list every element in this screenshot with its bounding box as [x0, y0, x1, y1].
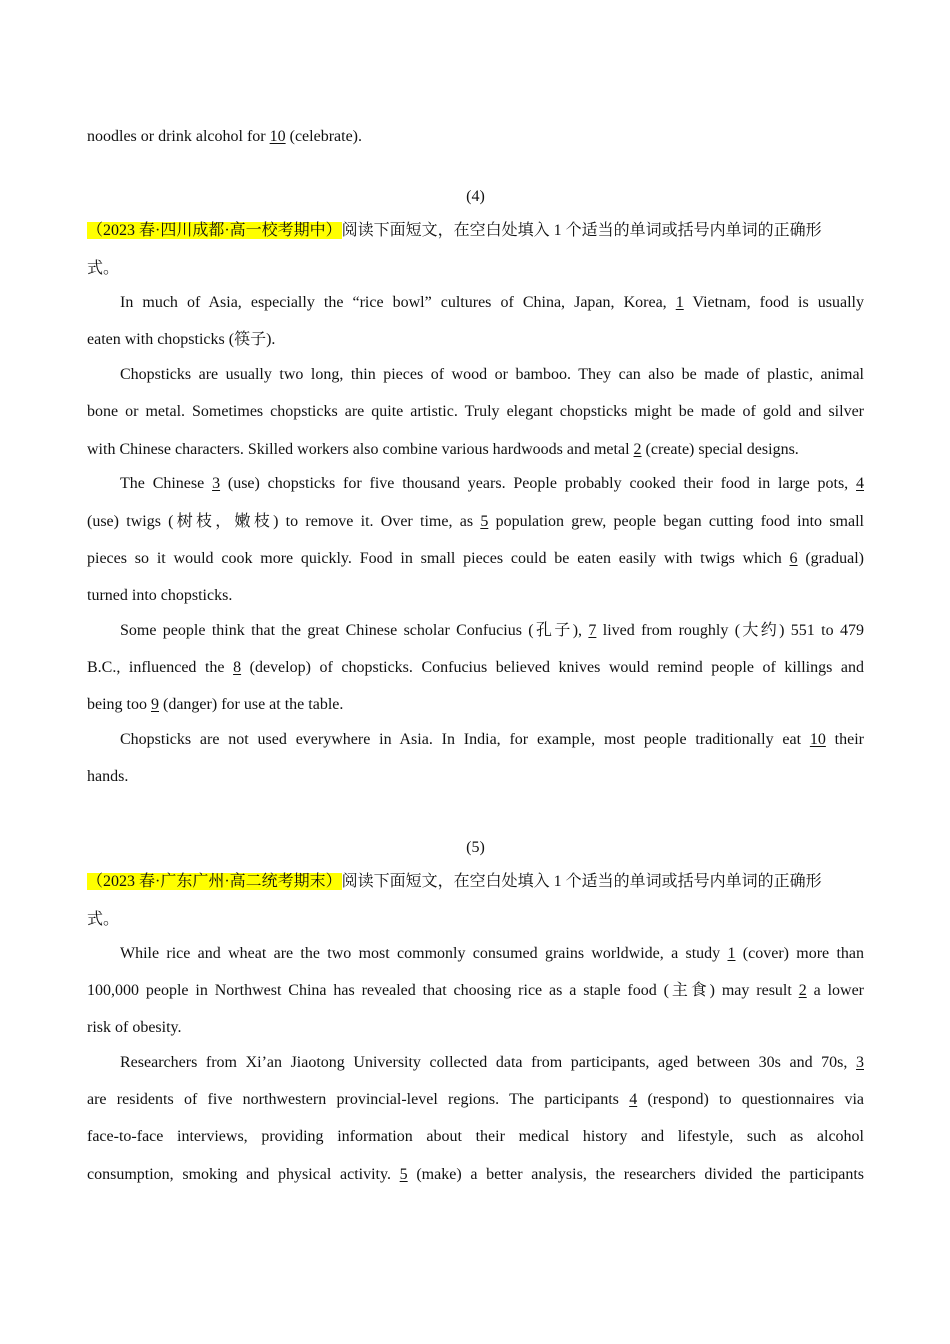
- text: B.C., influenced the: [87, 659, 234, 676]
- s5-p2-line3: face-to-face interviews, providing information about their medical history and lifestyle, such as alcohol: [87, 1128, 864, 1145]
- blank-1: 1: [675, 294, 684, 311]
- text: consumption, smoking and physical activity.: [87, 1166, 400, 1183]
- blank-8: 8: [233, 659, 242, 676]
- section-4-number: (4): [466, 188, 485, 205]
- s4-p3-line3: [87, 549, 864, 569]
- blank-4: 4: [856, 475, 865, 492]
- s4-p4-line1: [120, 621, 864, 641]
- source-tag-highlight: （2023 春·广东广州·高二统考期末）: [87, 873, 342, 890]
- section-4-instruction-cont: 式。: [87, 260, 120, 277]
- text: are residents of five northwestern provincial-level regions. The participants: [87, 1091, 630, 1108]
- text: (use) chopsticks for five thousand years. People probably cooked their food in large pots,: [220, 475, 857, 492]
- blank-7: 7: [588, 622, 597, 639]
- s5-p2-line4: [87, 1165, 864, 1185]
- s4-p4-line2: [87, 658, 864, 678]
- blank-3: 3: [212, 475, 221, 492]
- text: (respond) to questionnaires via: [637, 1091, 864, 1108]
- section-5-instruction: [87, 872, 864, 892]
- s5-p1-line3: risk of obesity.: [87, 1019, 182, 1036]
- blank-1: 1: [727, 945, 736, 962]
- s4-p2-line2: bone or metal. Sometimes chopsticks are quite artistic. Truly elegant chopsticks might be made of gold and silver: [87, 403, 864, 420]
- section-4-instruction: [87, 221, 864, 241]
- s4-p3-line4: turned into chopsticks.: [87, 587, 233, 604]
- s4-p2-line1: Chopsticks are usually two long, thin pieces of wood or bamboo. They can also be made of plastic, animal: [120, 366, 864, 383]
- text: Some people think that the great Chinese scholar Confucius (孔子),: [120, 622, 589, 639]
- text: (use) twigs (树枝，嫩枝) to remove it. Over time, as: [87, 513, 481, 530]
- text: (danger) for use at the table.: [159, 696, 344, 713]
- s5-p1-line1: [120, 944, 864, 964]
- section-5-number: (5): [466, 839, 485, 856]
- text: their: [825, 731, 864, 748]
- source-tag-highlight: （2023 春·四川成都·高一校考期中）: [87, 222, 342, 239]
- blank-6: 6: [789, 550, 798, 567]
- text: (make) a better analysis, the researchers divided the participants: [407, 1166, 865, 1183]
- s4-p2-line3: [87, 440, 864, 460]
- text: 100,000 people in Northwest China has revealed that choosing rice as a staple food (主食) may result: [87, 982, 799, 999]
- blank-10: 10: [809, 731, 826, 748]
- text: The Chinese: [120, 475, 213, 492]
- s4-p1-line2: eaten with chopsticks (筷子).: [87, 331, 276, 348]
- section-5-instruction-cont: 式。: [87, 911, 120, 928]
- blank-2: 2: [798, 982, 807, 999]
- blank-2: 2: [633, 441, 642, 458]
- s4-p1-line1: [120, 293, 864, 313]
- s5-p2-line1: [120, 1053, 864, 1073]
- text: being too: [87, 696, 151, 713]
- blank-5: 5: [399, 1166, 408, 1183]
- text: (cover) more than: [735, 945, 865, 962]
- prev-passage-tail: [87, 127, 864, 147]
- instruction-text: 阅读下面短文，在空白处填入 1 个适当的单词或括号内单词的正确形: [341, 222, 822, 239]
- text: (develop) of chopsticks. Confucius believed knives would remind people of killings and: [241, 659, 865, 676]
- blank-10: 10: [269, 128, 286, 145]
- text: (celebrate).: [285, 128, 363, 145]
- s4-p5-line2: hands.: [87, 768, 129, 785]
- s5-p2-line2: [87, 1090, 864, 1110]
- text: (create) special designs.: [641, 441, 799, 458]
- s5-p1-line2: [87, 981, 864, 1001]
- text: with Chinese characters. Skilled workers also combine various hardwoods and metal: [87, 441, 634, 458]
- s4-p3-line2: [87, 512, 864, 532]
- text: noodles or drink alcohol for: [87, 128, 270, 145]
- text: Vietnam, food is usually: [683, 294, 865, 311]
- s4-p4-line3: [87, 695, 864, 715]
- text: (gradual): [797, 550, 864, 567]
- s4-p5-line1: [120, 730, 864, 750]
- text: In much of Asia, especially the “rice bowl” cultures of China, Japan, Korea,: [120, 294, 676, 311]
- text: While rice and wheat are the two most commonly consumed grains worldwide, a study: [120, 945, 728, 962]
- text: pieces so it would cook more quickly. Food in small pieces could be eaten easily with twigs which: [87, 550, 790, 567]
- blank-5: 5: [480, 513, 489, 530]
- blank-9: 9: [151, 696, 159, 713]
- text: Chopsticks are not used everywhere in Asia. In India, for example, most people traditionally eat: [120, 731, 810, 748]
- text: Researchers from Xi’an Jiaotong University collected data from participants, aged between 30s and 70s,: [120, 1054, 856, 1071]
- blank-4: 4: [629, 1091, 638, 1108]
- text: a lower: [806, 982, 864, 999]
- s4-p3-line1: [120, 474, 864, 494]
- instruction-text: 阅读下面短文，在空白处填入 1 个适当的单词或括号内单词的正确形: [341, 873, 822, 890]
- text: population grew, people began cutting food into small: [488, 513, 864, 530]
- text: lived from roughly (大约) 551 to 479: [596, 622, 864, 639]
- blank-3: 3: [856, 1054, 864, 1071]
